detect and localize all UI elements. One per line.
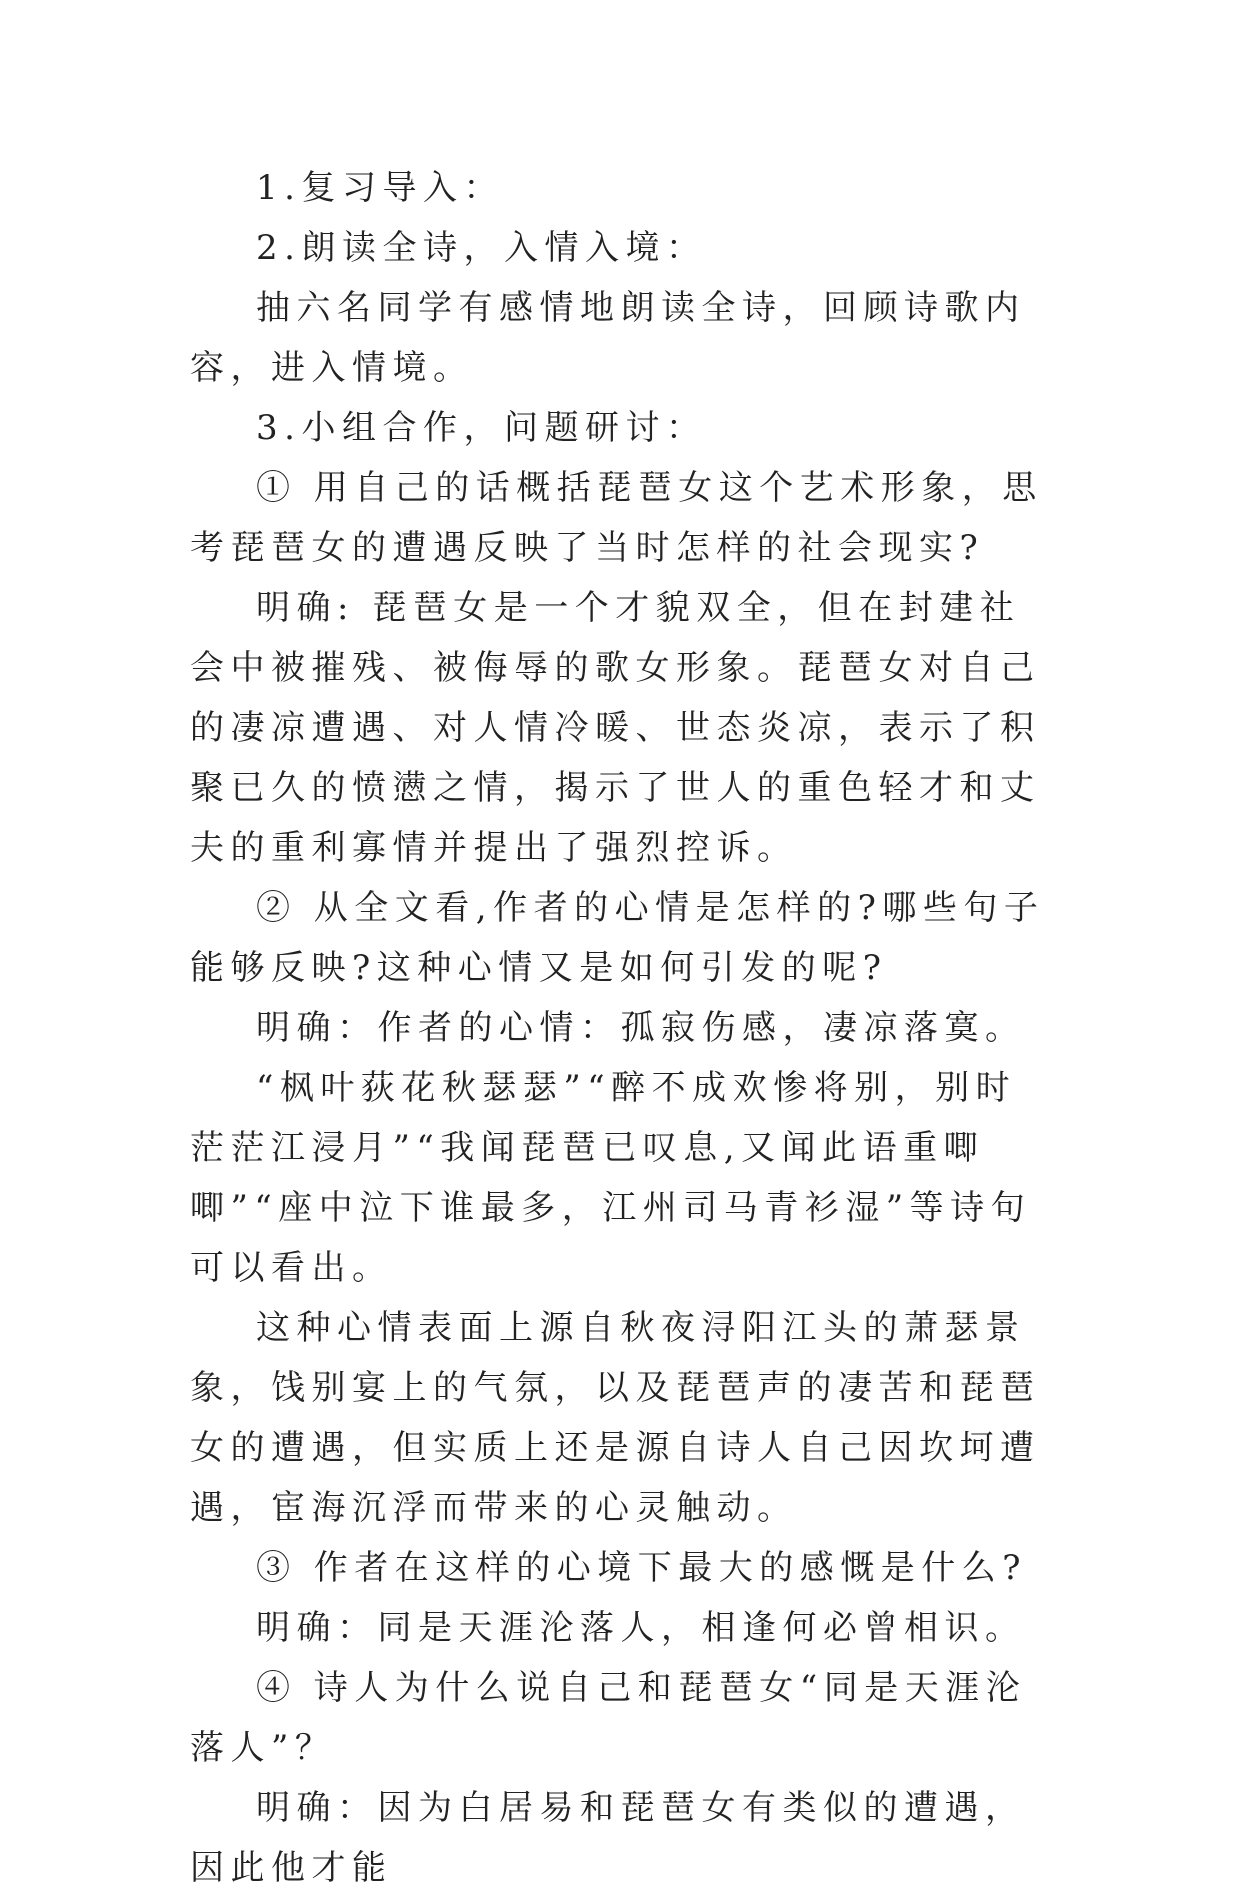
paragraph-six-students: 抽六名同学有感情地朗读全诗，回顾诗歌内容，进入情境。 xyxy=(190,288,1026,388)
paragraph-mood-source: 这种心情表面上源自秋夜浔阳江头的萧瑟景象，饯别宴上的气氛，以及琵琶声的凄苦和琵琶女的遭遇，但实质上还是源自诗人自己因坎坷遭遇，宦海沉浮而带来的心灵触动。 xyxy=(190,1308,1041,1528)
paragraph-question-2: ② 从全文看,作者的心情是怎样的?哪些句子能够反映?这种心情又是如何引发的呢? xyxy=(190,888,1045,988)
paragraph-review-intro: 1.复习导入： xyxy=(256,168,504,208)
paragraph-question-1: ① 用自己的话概括琵琶女这个艺术形象，思考琵琶女的遭遇反映了当时怎样的社会现实? xyxy=(190,468,1043,568)
paragraph-quoted-lines: “枫叶荻花秋瑟瑟”“醉不成欢惨将别，别时茫茫江浸月”“我闻琵琶已叹息,又闻此语重唧唧”“座中泣下谁最多，江州司马青衫湿”等诗句可以看出。 xyxy=(190,1068,1032,1288)
paragraph-answer-3: 明确：同是天涯沦落人，相逢何必曾相识。 xyxy=(256,1608,1026,1648)
paragraph-answer-4: 明确：因为白居易和琵琶女有类似的遭遇，因此他才能 xyxy=(190,1788,1026,1888)
paragraph-question-3: ③ 作者在这样的心境下最大的感慨是什么? xyxy=(256,1548,1028,1588)
paragraph-answer-2: 明确：作者的心情：孤寂伤感，凄凉落寞。 xyxy=(256,1008,1026,1048)
document-body xyxy=(190,158,1052,1898)
paragraph-group-work: 3.小组合作，问题研讨： xyxy=(256,408,707,448)
paragraph-answer-1: 明确: 琵琶女是一个才貌双全，但在封建社会中被摧残、被侮辱的歌女形象。琵琶女对自己的凄凉遭遇、对人情冷暖、世态炎凉，表示了积聚已久的愤懑之情，揭示了世人的重色轻才和丈夫的重利寡情并提出了强烈控诉。 xyxy=(190,588,1041,868)
paragraph-question-4: ④ 诗人为什么说自己和琵琶女“同是天涯沦落人”？ xyxy=(190,1668,1027,1768)
paragraph-read-poem: 2.朗读全诗，入情入境： xyxy=(256,228,707,268)
